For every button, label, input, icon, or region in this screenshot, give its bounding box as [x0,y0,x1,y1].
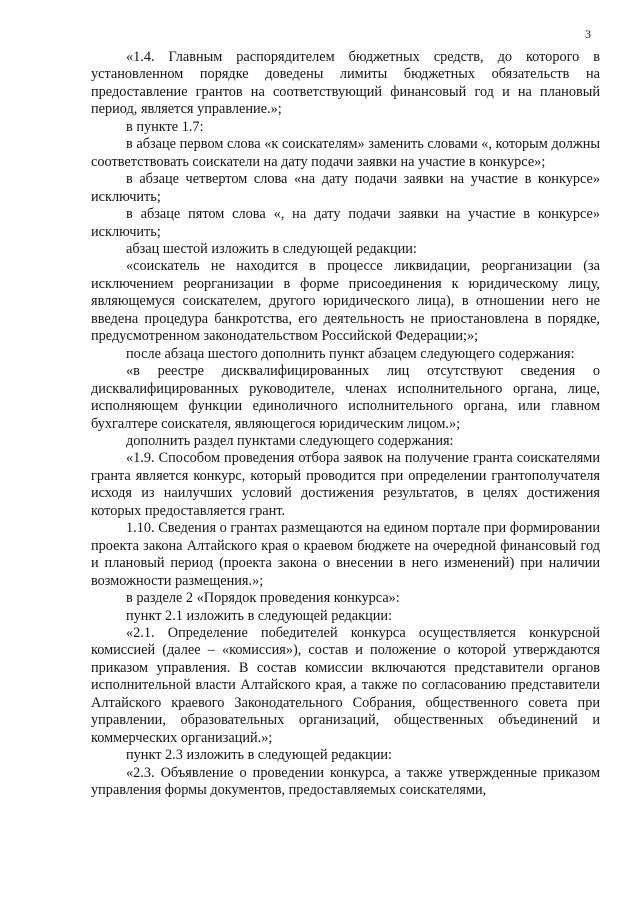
page-number: 3 [585,27,591,41]
paragraph: пункт 2.1 изложить в следующей редакции: [126,607,393,624]
paragraph: в абзаце четвертом слова «на дату подачи заявки на участие в конкурсе» исключить; [91,171,600,205]
paragraph: «в реестре дисквалифицированных лиц отсутствуют сведения о дисквалифицированных руководителе, членах исполнительного органа, лице, исполняющем функции единоличного исполнительного органа, или главном бухгалтере соискателя, являющегося юридическим лицом.»; [91,363,600,432]
paragraph: «соискатель не находится в процессе ликвидации, реорганизации (за исключением реорганизации в форме присоединения к юридическому лицу, являющемуся соискателем, другого юридического лица), в отношении него не введена процедура банкротства, его деятельность не приостановлена в порядке, предусмотренном законодательством Российской Федерации;»; [91,258,600,345]
paragraph: пункт 2.3 изложить в следующей редакции: [126,747,393,764]
paragraph: «1.4. Главным распорядителем бюджетных средств, до которого в установленном порядке доведены лимиты бюджетных обязательств на предоставление грантов на соответствующий финансовый год и на плановый период, является управление.»; [91,49,600,118]
paragraph: дополнить раздел пунктами следующего содержания: [126,432,454,449]
paragraph: в абзаце пятом слова «, на дату подачи заявки на участие в конкурсе» исключить; [91,206,600,240]
paragraph: в разделе 2 «Порядок проведения конкурса»: [126,590,400,607]
paragraph: 1.10. Сведения о грантах размещаются на едином портале при формировании проекта закона Алтайского края о краевом бюджете на очередной финансовый год и плановый период (проекта закона о внесении в него изменений) при наличии возможности размещения.»; [91,520,600,589]
paragraph: после абзаца шестого дополнить пункт абзацем следующего содержания: [126,345,575,362]
paragraph: «1.9. Способом проведения отбора заявок на получение гранта соискателями гранта является конкурс, который проводится при определении грантополучателя исходя из наилучших условий достижения результатов, в целях достижения которых предоставляется грант. [91,450,600,519]
document-body [91,49,600,799]
paragraph: в пункте 1.7: [126,118,204,135]
paragraph: абзац шестой изложить в следующей редакции: [126,240,417,257]
paragraph: в абзаце первом слова «к соискателям» заменить словами «, которым должны соответствовать соискатели на дату подачи заявки на участие в конкурсе»; [91,136,600,170]
paragraph: «2.1. Определение победителей конкурса осуществляется конкурсной комиссией (далее – «комиссия»), состав и положение о которой утверждаются приказом управления. В состав комиссии включаются представители органов исполнительной власти Алтайского края, а также по согласованию представители Алтайского краевого Законодательного Собрания, общественного совета при управлении, образовательных организаций, общественных объединений и коммерческих организаций.»; [91,624,600,746]
paragraph: «2.3. Объявление о проведении конкурса, а также утвержденные приказом управления формы документов, предоставляемых соискателями, [91,764,600,799]
